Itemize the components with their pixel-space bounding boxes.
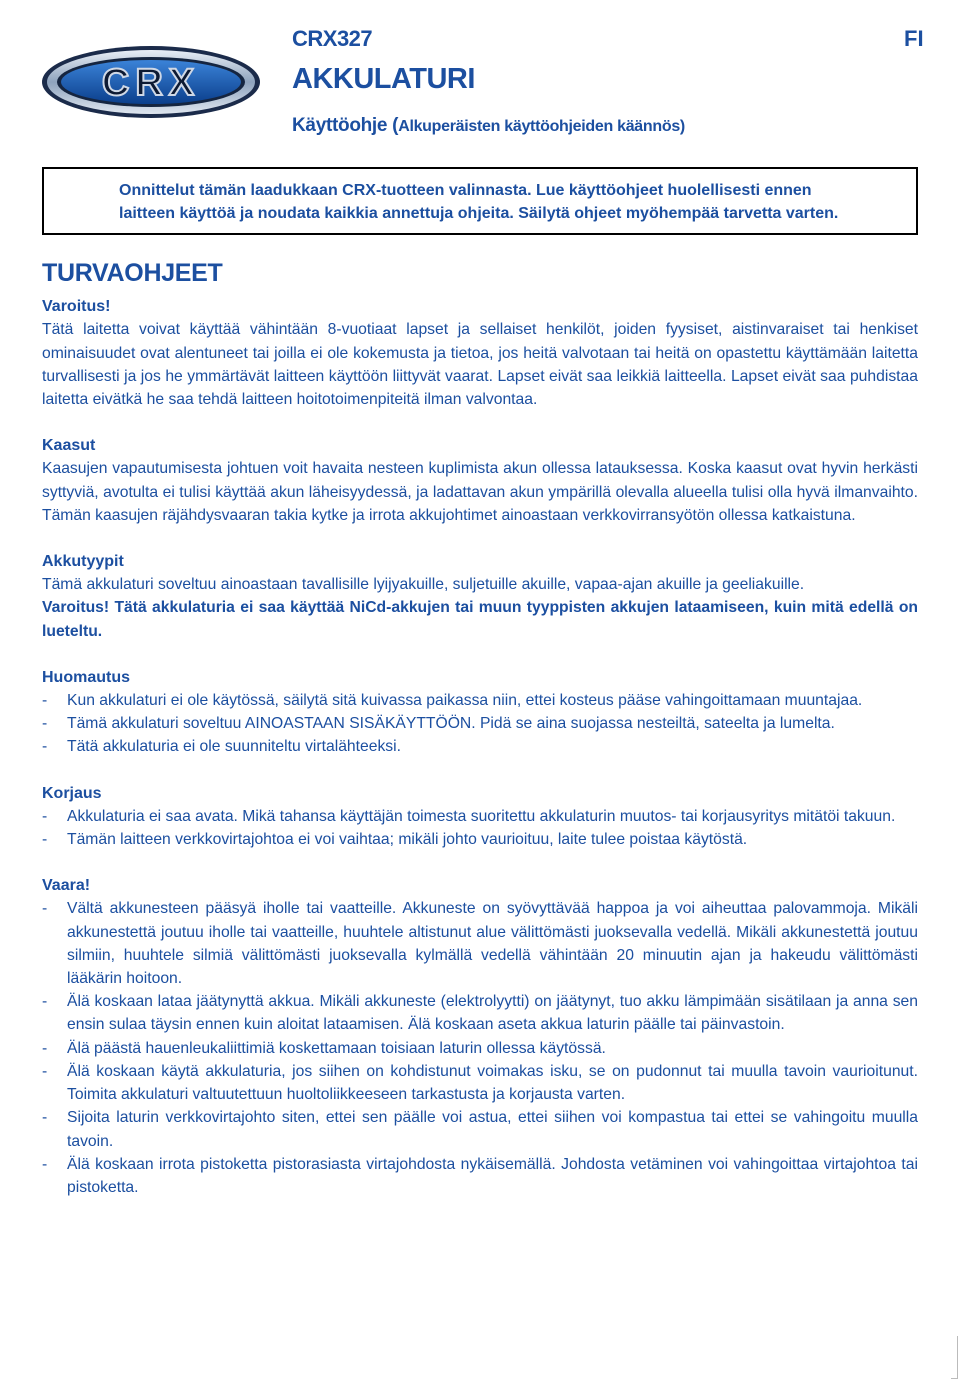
repair-list	[42, 805, 918, 851]
list-item: - Älä koskaan irrota pistoketta pistorasiasta virtajohdosta nykäisemällä. Johdosta vetäminen voi vahingoittaa virtajohtoa tai pistoketta.	[42, 1153, 918, 1199]
battery-types-heading: Akkutyypit	[42, 553, 124, 571]
danger-list	[42, 897, 918, 1199]
list-item: - Akkulaturia ei saa avata. Mikä tahansa käyttäjän toimesta suoritettu akkulaturin muutos- tai korjausyritys mitätöi takuun.	[42, 805, 918, 828]
crx-logo	[40, 44, 262, 120]
page-corner-frame	[951, 1336, 958, 1379]
language-code: FI	[904, 26, 924, 51]
battery-types-text: Tämä akkulaturi soveltuu ainoastaan tavallisille lyijyakuille, suljetuille akuille, vapaa-ajan akuille ja geeliakuille.	[42, 576, 805, 594]
list-item: - Älä koskaan käytä akkulaturia, jos siihen on kohdistunut voimakas isku, se on pudonnut tai muulla tavoin vaurioitunut. Toimita akkulaturi valtuutettuun huoltoliikkeeseen tarkastusta ja korjausta varten.	[42, 1060, 918, 1106]
model-number: CRX327	[292, 26, 373, 51]
warning-text: Tätä laitetta voivat käyttää vähintään 8-vuotiaat lapset ja sellaiset henkilöt, joiden fyysiset, aistinvaraiset tai henkiset ominaisuudet ovat alentuneet tai joilla ei ole kokemusta ja tietoa, jos heitä valvotaan tai heitä on opastettu käyttämään laitetta turvallisesti ja jos he ymmärtävät laitteen käyttöön liittyvät vaarat. Lapset eivät saa leikkiä laitteella. Lapset eivät saa puhdistaa laitetta eivätkä he saa tehdä laitteen hoitotoimenpiteitä ilman valvontaa.	[42, 321, 918, 409]
page-subtitle	[292, 115, 685, 137]
section-title-safety: TURVAOHJEET	[42, 259, 223, 287]
subtitle-small: Alkuperäisten käyttöohjeiden käännös)	[398, 118, 685, 135]
battery-types-warning: Varoitus! Tätä akkulaturia ei saa käyttää NiCd-akkujen tai muun tyyppisten akkujen lataamiseen, kuin mitä edellä on lueteltu.	[42, 599, 918, 640]
list-item: - Tämä akkulaturi soveltuu AINOASTAAN SISÄKÄYTTÖÖN. Pidä se aina suojassa nesteiltä, sateelta ja lumelta.	[42, 712, 918, 735]
safety-content	[42, 259, 918, 1199]
crx-logo-graphic	[40, 44, 262, 120]
list-item: - Älä koskaan lataa jäätynyttä akkua. Mikäli akkuneste (elektrolyytti) on jäätynyt, tuo akku lämpimään sisätilaan ja anna sen ensin sulaa täysin ennen kuin aloitat lataamisen. Älä koskaan aseta akkua laturin päälle tai päinvastoin.	[42, 990, 918, 1036]
repair-heading: Korjaus	[42, 784, 102, 802]
logo-lettering: CRX	[101, 62, 201, 104]
intro-notice-box	[42, 167, 918, 235]
notice-line-2: laitteen käyttöä ja noudata kaikkia annettuja ohjeita. Säilytä ohjeet myöhempää tarvetta varten.	[119, 205, 839, 222]
gases-text: Kaasujen vapautumisesta johtuen voit havaita nesteen kuplimista akun ollessa latauksessa. Koska kaasut ovat hyvin herkästi syttyviä, avotulta ei tulisi käyttää akun läheisyydessä, ja ladattavan akun ympärillä olevalla alueella tulisi olla hyvä ilmanvaihto. Tämän kaasujen räjähdysvaaran takia kytke ja irrota akkujohtimet ainoastaan verkkovirransyötön ollessa katkaistuna.	[42, 460, 918, 524]
list-item: - Älä päästä hauenleukaliittimiä koskettamaan toisiaan laturin ollessa käytössä.	[42, 1037, 918, 1060]
page-title: AKKULATURI	[292, 63, 475, 95]
list-item: - Sijoita laturin verkkovirtajohto siten, ettei sen päälle voi astua, ettei siihen voi kompastua tai ettei se vahingoitu muulla tavoin.	[42, 1106, 918, 1152]
list-item: - Tätä akkulaturia ei ole suunniteltu virtalähteeksi.	[42, 735, 918, 758]
list-item: - Vältä akkunesteen pääsyä iholle tai vaatteille. Akkuneste on syövyttävää happoa ja voi aiheuttaa palovammoja. Mikäli akkunestettä joutuu iholle tai vaatteille, huuhtele altistunut alue välittömästi juoksevalla vedellä. Mikäli akkunestettä joutuu silmiin, huuhtele silmiä välittömästi juoksevalla kylmällä vedellä vähintään 20 minuutin ajan ja hakeudu välittömästi lääkärin hoitoon.	[42, 897, 918, 990]
warning-heading: Varoitus!	[42, 298, 111, 316]
note-heading: Huomautus	[42, 668, 130, 686]
list-item: - Tämän laitteen verkkovirtajohtoa ei voi vaihtaa; mikäli johto vaurioituu, laite tulee poistaa käytöstä.	[42, 828, 918, 851]
gases-heading: Kaasut	[42, 437, 96, 455]
danger-heading: Vaara!	[42, 877, 91, 895]
subtitle-main: Käyttöohje (	[292, 115, 399, 136]
note-list	[42, 689, 918, 759]
notice-line-1: Onnittelut tämän laadukkaan CRX-tuotteen valinnasta. Lue käyttöohjeet huolellisesti ennen	[119, 182, 812, 199]
list-item: - Kun akkulaturi ei ole käytössä, säilytä sitä kuivassa paikassa niin, ettei kosteus pääse vahingoittamaan muuntajaa.	[42, 689, 918, 712]
